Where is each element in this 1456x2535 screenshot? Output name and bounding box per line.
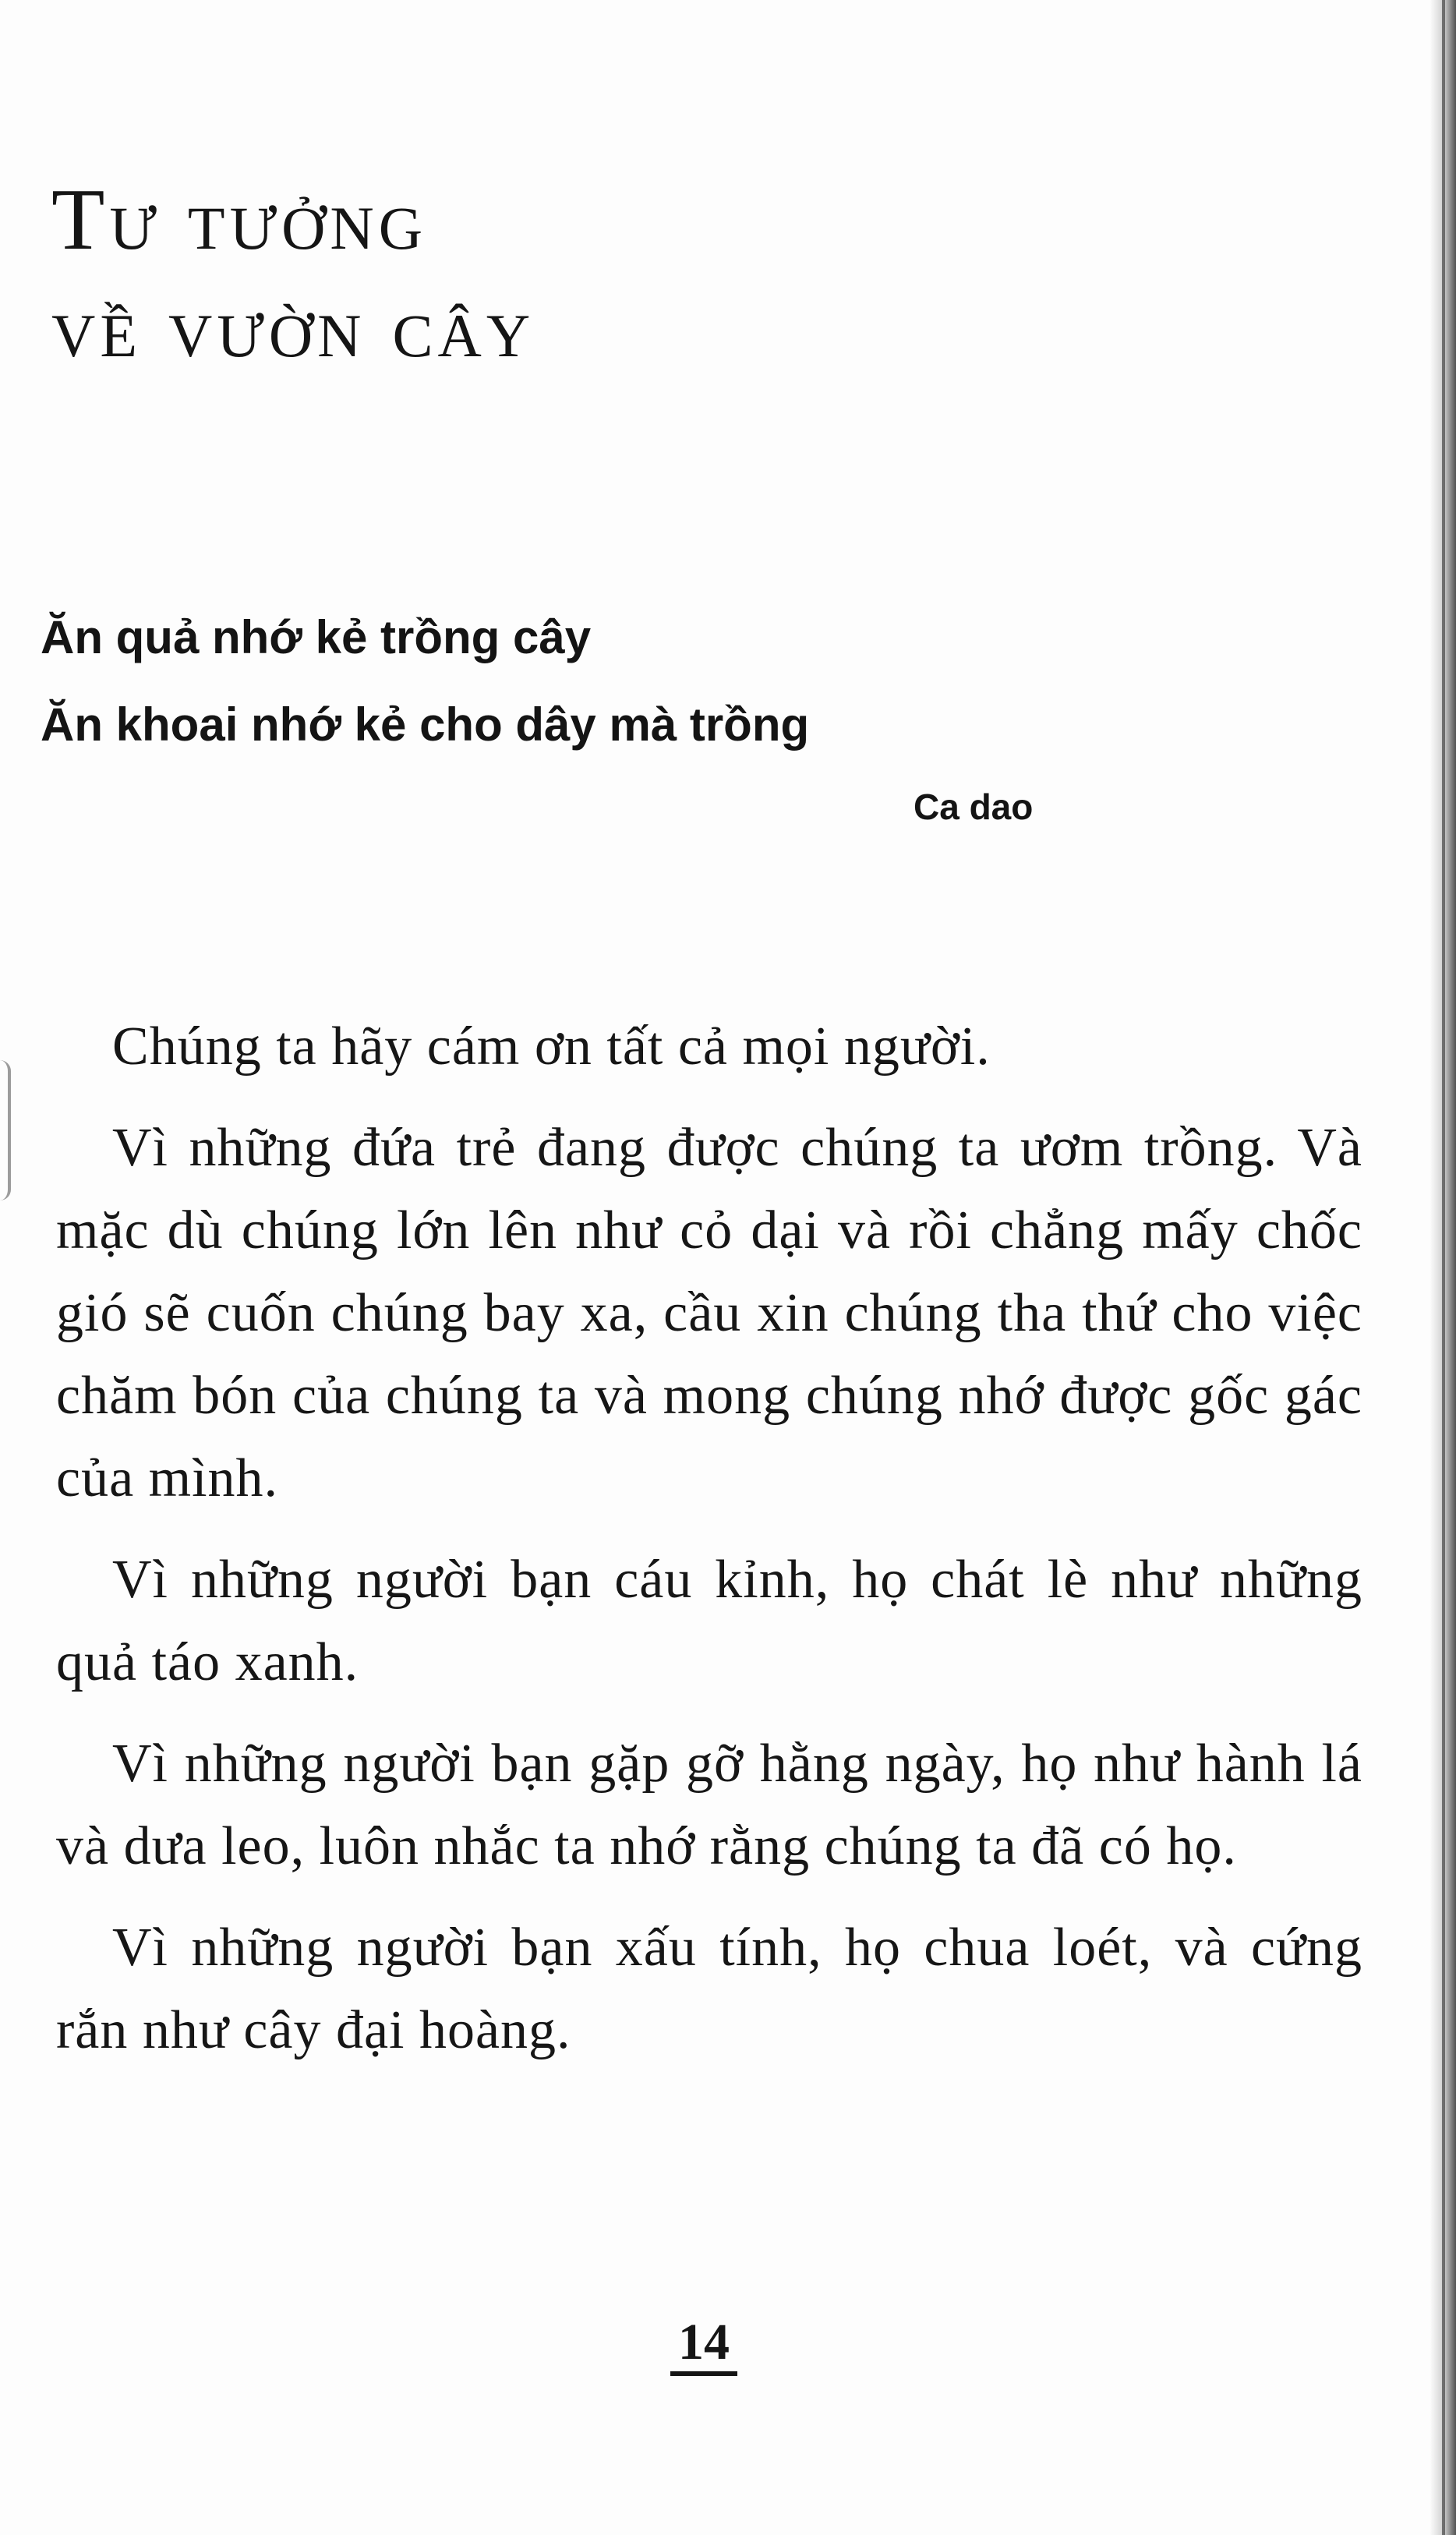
epigraph (41, 594, 809, 769)
chapter-title-line-2: về vườn cây (51, 279, 535, 377)
scan-edge-mark (0, 1060, 11, 1200)
epigraph-line-1: Ăn quả nhớ kẻ trồng cây (41, 611, 592, 663)
page-edge-line (1442, 0, 1445, 2535)
paragraph: Vì những người bạn gặp gỡ hằng ngày, họ như hành lá và dưa leo, luôn nhắc ta nhớ rằng chúng ta đã có họ. (56, 1734, 1362, 1876)
paragraph: Chúng ta hãy cám ơn tất cả mọi người. (112, 1016, 991, 1077)
paragraph: Vì những đứa trẻ đang được chúng ta ươm trồng. Và mặc dù chúng lớn lên như cỏ dại và rồi chẳng mấy chốc gió sẽ cuốn chúng bay xa, cầu xin chúng tha thứ cho việc chăm bón của chúng ta và mong chúng nhớ được gốc gác của mình. (56, 1118, 1362, 1508)
paragraph: Vì những người bạn cáu kỉnh, họ chát lè như những quả táo xanh. (56, 1550, 1362, 1692)
body-text (56, 1006, 1362, 2091)
chapter-title (51, 171, 535, 377)
epigraph-attribution: Ca dao (914, 787, 1034, 827)
page-number: 14 (670, 2317, 737, 2376)
paragraph: Vì những người bạn xấu tính, họ chua loét, và cứng rắn như cây đại hoàng. (56, 1918, 1362, 2060)
epigraph-line-2: Ăn khoai nhớ kẻ cho dây mà trồng (41, 698, 810, 751)
chapter-title-line-1: Tư tưởng (51, 171, 428, 269)
